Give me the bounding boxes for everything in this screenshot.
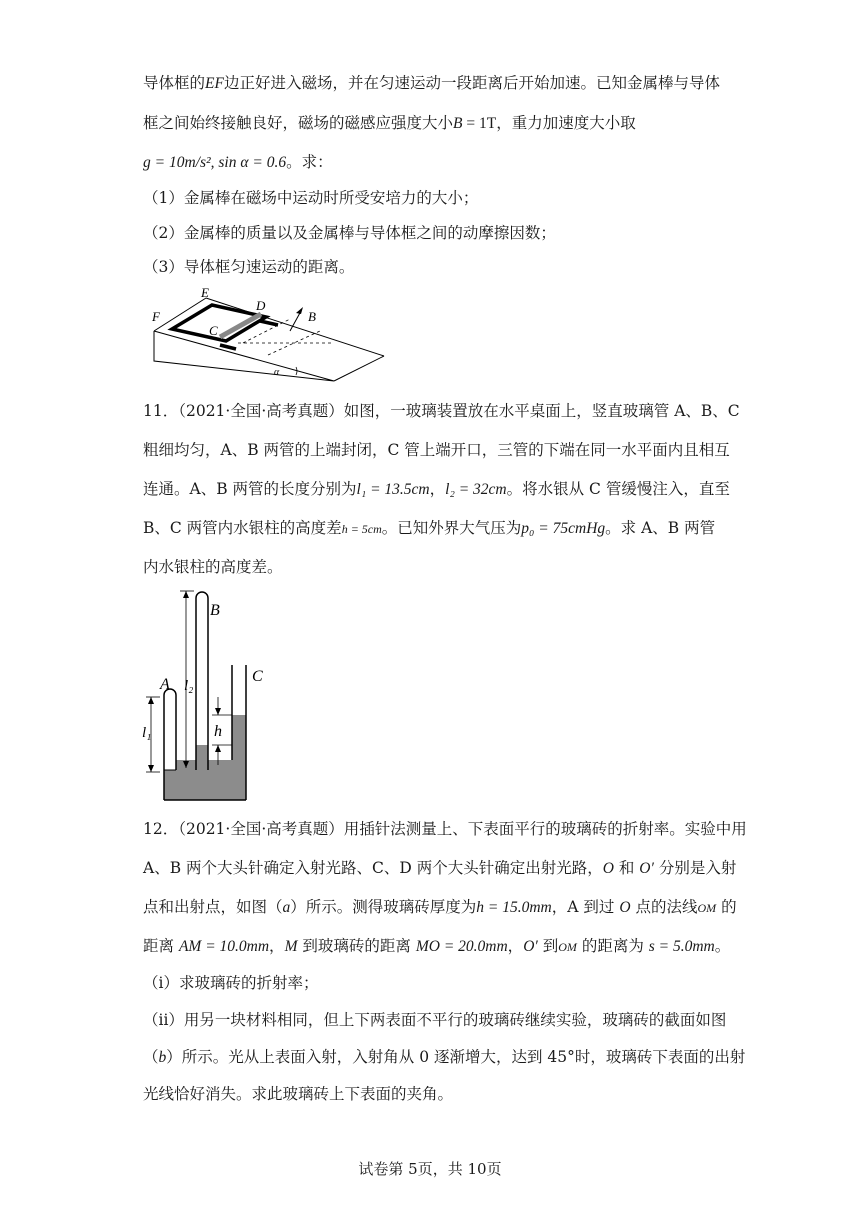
p10-question-3: （3）导体框匀速运动的距离。: [143, 258, 355, 276]
p12-line-3: 点和出射点，如图（a）所示。测得玻璃砖厚度为h = 15.0mm，A 到过 O 点的法线OM 的: [143, 898, 737, 916]
page-footer: 试卷第 5页，共 10页: [358, 1160, 502, 1178]
label-E: E: [201, 285, 209, 300]
p10-line-1: 导体框的EF边正好进入磁场，并在匀速运动一段距离后开始加速。已知金属棒与导体: [143, 74, 720, 92]
p12-line-4: 距离 AM = 10.0mm，M 到玻璃砖的距离 MO = 20.0mm，O′ 到OM 的距离为 s = 5.0mm。: [143, 937, 731, 955]
p12-line-2: A、B 两个大头针确定入射光路、C、D 两个大头针确定出射光路，O 和 O′ 分别是入射: [143, 859, 737, 877]
label-l2: l₂: [184, 678, 194, 694]
label-alpha: α: [274, 367, 280, 378]
label-C: C: [252, 668, 263, 685]
p10-line-2: 框之间始终接触良好，磁场的磁感应强度大小B = 1T，重力加速度大小取: [143, 114, 636, 132]
p11-line-2: 粗细均匀，A、B 两管的上端封闭，C 管上端开口，三管的下端在同一水平面内且相互: [143, 441, 730, 459]
p10-question-1: （1）金属棒在磁场中运动时所受安培力的大小；: [143, 189, 479, 207]
p11-line-4: B、C 两管内水银柱的高度差h = 5cm。已知外界大气压为p₀ = 75cmHg。求 A、B 两管: [143, 519, 716, 537]
label-B: B: [308, 309, 316, 324]
p10-line-3: g = 10m/s², sin α = 0.6。求：: [143, 153, 333, 171]
p11-line-5: 内水银柱的高度差。: [143, 558, 283, 576]
p11-line-3: 连通。A、B 两管的长度分别为l₁ = 13.5cm，l₂ = 32cm。将水银从 C 管缓慢注入，直至: [143, 480, 730, 498]
p12-question-2-cont: （b）所示。光从上表面入射，入射角从 0 逐渐增大，达到 45°时，玻璃砖下表面的出射: [143, 1048, 746, 1066]
label-C: C: [209, 323, 218, 338]
p10-question-2: （2）金属棒的质量以及金属棒与导体框之间的动摩擦因数；: [143, 224, 556, 242]
label-h: h: [214, 723, 222, 740]
incline-frame-figure: [148, 283, 388, 383]
label-F: F: [152, 309, 160, 324]
label-B: B: [210, 602, 220, 619]
label-D: D: [256, 298, 266, 313]
p12-line-1: 12．（2021·全国·高考真题）用插针法测量上、下表面平行的玻璃砖的折射率。实验中用: [143, 820, 747, 838]
p12-question-2-end: 光线恰好消失。求此玻璃砖上下表面的夹角。: [143, 1085, 454, 1103]
p12-question-1: （i）求玻璃砖的折射率；: [143, 974, 319, 992]
label-A: A: [160, 676, 170, 693]
label-l1: l₁: [142, 725, 152, 741]
p11-line-1: 11．（2021·全国·高考真题）如图，一玻璃装置放在水平桌面上，竖直玻璃管 A、B、C: [143, 402, 740, 420]
p12-question-2: （ii）用另一块材料相同，但上下两表面不平行的玻璃砖继续实验，玻璃砖的截面如图: [143, 1011, 727, 1029]
glass-tubes-figure: [140, 585, 280, 805]
